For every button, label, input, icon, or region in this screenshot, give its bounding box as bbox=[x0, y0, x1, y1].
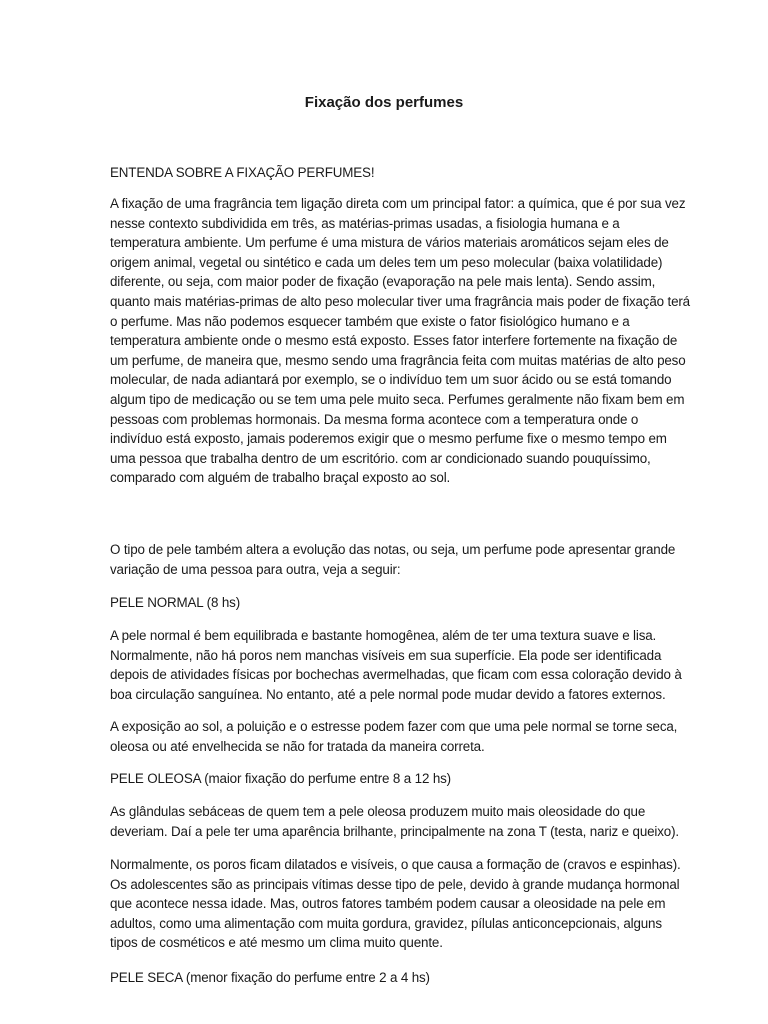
document-title: Fixação dos perfumes bbox=[304, 94, 464, 111]
skin-type-intro: O tipo de pele também altera a evolução das notas, ou seja, um perfume pode apresentar grande variação de uma pessoa para outra, veja a seguir: bbox=[110, 542, 676, 577]
normal-skin-paragraph-2: A exposição ao sol, a poluição e o estresse podem fazer com que uma pele normal se torne seca, oleosa ou até envelhecida se não for tratada da maneira correta. bbox=[110, 719, 678, 754]
oily-skin-heading: PELE OLEOSA (maior fixação do perfume entre 8 a 12 hs) bbox=[110, 771, 451, 786]
intro-paragraph: A fixação de uma fragrância tem ligação direta com um principal fator: a química, que é por sua vez nesse contexto subdividida em três, as matérias-primas usadas, a fisiologia humana e a temperatura ambiente. Um perfume é uma mistura de vários materiais aromáticos sejam eles de origem animal, vegetal ou sintético e cada um deles tem um peso molecular (baixa volatilidade) diferente, ou seja, com maior poder de fixação (evaporação na pele mais lenta). Sendo assim, quanto mais matérias-primas de alto peso molecular tiver uma fragrância mais poder de fixação terá o perfume. Mas não podemos esquecer também que existe o fator fisiológico humano e a temperatura ambiente onde o mesmo está exposto. Esses fator interfere fortemente na fixação de um perfume, de maneira que, mesmo sendo uma fragrância feita com muitas matérias de alto peso molecular, de nada adiantará por exemplo, se o indivíduo tem um suor ácido ou se está tomando algum tipo de medicação ou se tem uma pele muito seca. Perfumes geralmente não fixam bem em pessoas com problemas hormonais. Da mesma forma acontece com a temperatura onde o indivíduo está exposto, jamais poderemos exigir que o mesmo perfume fixe o mesmo tempo em uma pessoa que trabalha dentro de um escritório. com ar condicionado suando pouquíssimo, comparado com alguém de trabalho braçal exposto ao sol. bbox=[110, 196, 690, 486]
normal-skin-paragraph-1: A pele normal é bem equilibrada e bastante homogênea, além de ter uma textura suave e lisa. Normalmente, não há poros nem manchas visíveis em sua superfície. Ela pode ser identificada depois de atividades físicas por bochechas avermelhadas, que ficam com essa coloração devido à boa circulação sanguínea. No entanto, até a pele normal pode mudar devido a fatores externos. bbox=[110, 628, 682, 702]
dry-skin-heading: PELE SECA (menor fixação do perfume entre 2 a 4 hs) bbox=[110, 970, 430, 985]
normal-skin-heading: PELE NORMAL (8 hs) bbox=[110, 595, 241, 610]
section-heading: ENTENDA SOBRE A FIXAÇÃO PERFUMES! bbox=[110, 165, 375, 180]
oily-skin-paragraph-1: As glândulas sebáceas de quem tem a pele oleosa produzem muito mais oleosidade do que deveriam. Daí a pele ter uma aparência brilhante, principalmente na zona T (testa, nariz e queixo). bbox=[110, 804, 679, 839]
oily-skin-paragraph-2: Normalmente, os poros ficam dilatados e visíveis, o que causa a formação de (cravos e espinhas). Os adolescentes são as principais vítimas desse tipo de pele, devido à grande mudança hormonal que acontece nessa idade. Mas, outros fatores também podem causar a oleosidade na pele em adultos, como uma alimentação com muita gordura, gravidez, pílulas anticoncepcionais, alguns tipos de cosméticos e até mesmo um clima muito quente. bbox=[110, 857, 681, 951]
